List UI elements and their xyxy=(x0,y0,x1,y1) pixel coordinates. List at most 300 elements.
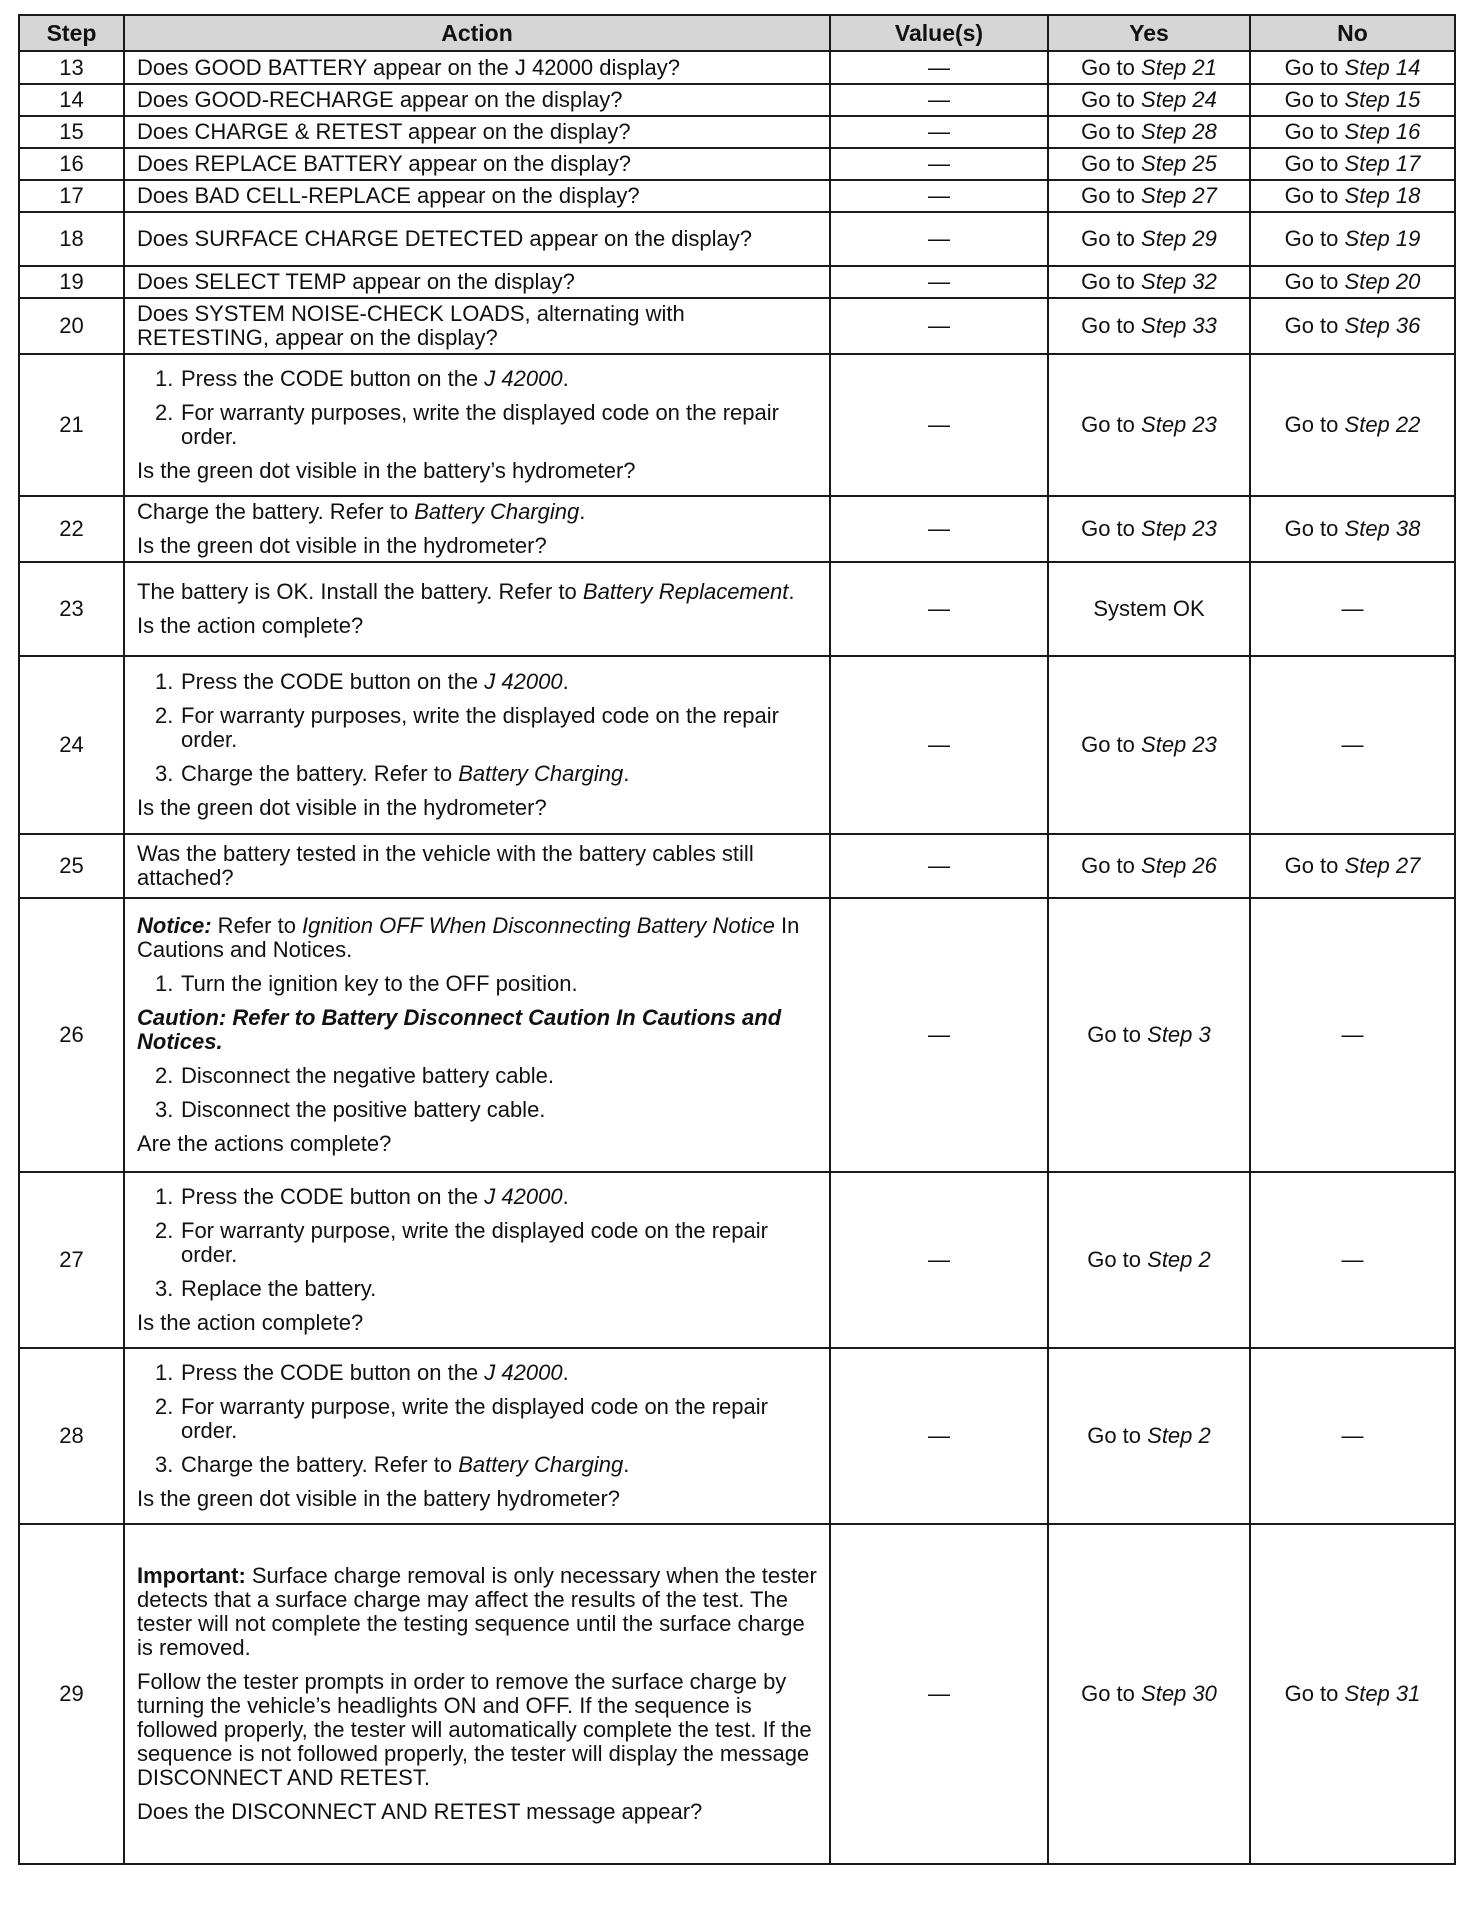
list-number: 2. xyxy=(155,703,174,728)
table-row xyxy=(19,298,1455,354)
no-goto-text: Go to xyxy=(1284,269,1339,294)
action-text: Press the CODE button on the xyxy=(181,1184,485,1209)
action-paragraph xyxy=(137,459,819,483)
yes-step-word: Step xyxy=(1141,226,1187,251)
no-step-number: 31 xyxy=(1395,1681,1421,1706)
action-text: . xyxy=(562,669,569,694)
step-number-cell: 19 xyxy=(19,266,124,298)
yes-step-number: 3 xyxy=(1198,1022,1211,1047)
action-text: Does SURFACE CHARGE DETECTED appear on the display? xyxy=(137,226,753,251)
no-step-number: 19 xyxy=(1395,226,1421,251)
no-goto-text: Go to xyxy=(1284,151,1339,176)
step-number-cell: 22 xyxy=(19,496,124,562)
action-cell xyxy=(124,148,830,180)
action-paragraph xyxy=(137,1006,819,1054)
action-cell xyxy=(124,496,830,562)
yes-cell xyxy=(1048,1524,1250,1864)
no-cell xyxy=(1250,1524,1455,1864)
action-cell xyxy=(124,562,830,656)
diagnostic-steps-table xyxy=(18,14,1456,1865)
no-cell xyxy=(1250,212,1455,266)
value-cell: — xyxy=(830,84,1048,116)
list-number: 2. xyxy=(155,1063,174,1088)
value-cell: — xyxy=(830,1348,1048,1524)
yes-step-word: Step xyxy=(1141,87,1187,112)
action-paragraph xyxy=(137,1800,819,1824)
action-text: Are the actions complete? xyxy=(137,1131,392,1156)
action-list-item xyxy=(137,704,819,752)
action-cell xyxy=(124,1524,830,1864)
action-text: Does SELECT TEMP appear on the display? xyxy=(137,269,575,294)
no-cell: — xyxy=(1250,656,1455,834)
step-number-cell: 15 xyxy=(19,116,124,148)
no-cell xyxy=(1250,116,1455,148)
table-row xyxy=(19,1172,1455,1348)
value-cell: — xyxy=(830,656,1048,834)
yes-goto-text: Go to xyxy=(1081,119,1135,144)
action-list-item xyxy=(137,401,819,449)
list-number: 3. xyxy=(155,761,174,786)
yes-cell xyxy=(1048,496,1250,562)
action-list-item xyxy=(137,1098,819,1122)
value-cell: — xyxy=(830,1524,1048,1864)
no-goto-text: Go to xyxy=(1284,226,1339,251)
no-step-number: 22 xyxy=(1395,412,1421,437)
no-cell xyxy=(1250,496,1455,562)
no-goto-text: Go to xyxy=(1284,183,1339,208)
action-text: For warranty purposes, write the displayed code on the repair order. xyxy=(181,400,779,449)
step-number-cell: 17 xyxy=(19,180,124,212)
action-list-item xyxy=(137,1185,819,1209)
value-cell: — xyxy=(830,496,1048,562)
action-paragraph xyxy=(137,1670,819,1790)
yes-cell xyxy=(1048,212,1250,266)
step-number-cell: 24 xyxy=(19,656,124,834)
no-step-number: 18 xyxy=(1395,183,1421,208)
no-goto-text: Go to xyxy=(1284,119,1339,144)
list-number: 1. xyxy=(155,366,174,391)
action-text: Charge the battery. Refer to xyxy=(181,1452,459,1477)
yes-step-number: 23 xyxy=(1192,732,1217,757)
no-goto-text: Go to xyxy=(1284,1681,1339,1706)
table-row xyxy=(19,898,1455,1172)
step-number-cell: 28 xyxy=(19,1348,124,1524)
yes-goto-text: Go to xyxy=(1081,412,1135,437)
action-text: Notice: xyxy=(137,913,212,938)
action-text: Is the green dot visible in the hydrometer? xyxy=(137,795,547,820)
action-text: . xyxy=(579,499,586,524)
no-step-number: 38 xyxy=(1395,516,1421,541)
no-goto-text: Go to xyxy=(1284,516,1339,541)
list-number: 3. xyxy=(155,1097,174,1122)
yes-step-number: 30 xyxy=(1192,1681,1217,1706)
action-text: J 42000 xyxy=(484,1360,563,1385)
action-text: Follow the tester prompts in order to remove the surface charge by turning the vehicle’s headlights ON and OFF. If the sequence is followed properly, the tester will automatically complete the test. If the sequence is not followed properly, the tester will display the message DISCONNECT AND RETEST. xyxy=(137,1669,812,1790)
step-number-cell: 27 xyxy=(19,1172,124,1348)
yes-goto-text: Go to xyxy=(1081,516,1135,541)
yes-step-number: 23 xyxy=(1192,516,1217,541)
action-paragraph xyxy=(137,88,819,112)
action-paragraph xyxy=(137,56,819,80)
header-values: Value(s) xyxy=(830,15,1048,51)
action-text: Press the CODE button on the xyxy=(181,366,485,391)
action-list-item xyxy=(137,367,819,391)
action-list-item xyxy=(137,1453,819,1477)
action-paragraph xyxy=(137,614,819,638)
value-cell: — xyxy=(830,51,1048,84)
yes-step-word: Step xyxy=(1147,1247,1193,1272)
action-text: Battery Charging xyxy=(458,761,624,786)
no-step-number: 14 xyxy=(1395,54,1421,80)
yes-cell xyxy=(1048,116,1250,148)
yes-goto-text: Go to xyxy=(1081,183,1135,208)
no-cell xyxy=(1250,84,1455,116)
action-text: Does GOOD BATTERY appear on the J 42000 display? xyxy=(137,54,680,80)
no-step-word: Step xyxy=(1344,853,1390,878)
action-text: . xyxy=(623,1452,630,1477)
action-text: J 42000 xyxy=(484,366,563,391)
yes-goto-text: Go to xyxy=(1081,151,1135,176)
no-goto-text: Go to xyxy=(1284,853,1339,878)
no-cell xyxy=(1250,180,1455,212)
list-number: 2. xyxy=(155,400,174,425)
no-step-word: Step xyxy=(1344,412,1390,437)
no-cell xyxy=(1250,354,1455,496)
action-cell xyxy=(124,266,830,298)
action-list-item xyxy=(137,1395,819,1443)
no-step-word: Step xyxy=(1344,119,1390,144)
yes-cell xyxy=(1048,51,1250,84)
yes-step-number: 32 xyxy=(1192,269,1217,294)
action-text: Battery Charging xyxy=(458,1452,624,1477)
action-cell xyxy=(124,212,830,266)
yes-step-word: Step xyxy=(1141,151,1187,176)
no-step-word: Step xyxy=(1344,313,1390,338)
table-row xyxy=(19,180,1455,212)
no-cell xyxy=(1250,51,1455,84)
action-text: Is the green dot visible in the hydrometer? xyxy=(137,533,547,558)
yes-goto-text: Go to xyxy=(1081,54,1135,80)
yes-cell xyxy=(1048,1172,1250,1348)
yes-step-number: 2 xyxy=(1198,1247,1211,1272)
yes-step-number: 29 xyxy=(1192,226,1217,251)
table-row xyxy=(19,51,1455,84)
action-text: Press the CODE button on the xyxy=(181,669,485,694)
yes-cell: System OK xyxy=(1048,562,1250,656)
yes-step-number: 28 xyxy=(1192,119,1217,144)
value-cell: — xyxy=(830,212,1048,266)
action-cell xyxy=(124,84,830,116)
yes-goto-text: Go to xyxy=(1087,1423,1142,1448)
no-step-word: Step xyxy=(1344,269,1390,294)
action-paragraph xyxy=(137,227,819,251)
no-cell xyxy=(1250,834,1455,898)
action-list-item xyxy=(137,972,819,996)
step-number-cell: 16 xyxy=(19,148,124,180)
table-row xyxy=(19,266,1455,298)
action-paragraph xyxy=(137,914,819,962)
table-row xyxy=(19,148,1455,180)
list-number: 1. xyxy=(155,669,174,694)
yes-goto-text: Go to xyxy=(1081,313,1135,338)
action-cell xyxy=(124,298,830,354)
action-text: Is the action complete? xyxy=(137,1310,364,1335)
step-number-cell: 14 xyxy=(19,84,124,116)
yes-cell xyxy=(1048,148,1250,180)
action-paragraph xyxy=(137,1564,819,1660)
action-text: For warranty purpose, write the displayed code on the repair order. xyxy=(181,1218,768,1267)
action-text: Does SYSTEM NOISE-CHECK LOADS, alternating with RETESTING, appear on the display? xyxy=(137,301,685,350)
yes-step-number: 2 xyxy=(1198,1423,1211,1448)
no-step-word: Step xyxy=(1344,183,1390,208)
action-text: Turn the ignition key to the OFF position. xyxy=(181,971,578,996)
action-paragraph xyxy=(137,842,819,890)
yes-step-word: Step xyxy=(1141,1681,1187,1706)
step-number-cell: 18 xyxy=(19,212,124,266)
value-cell: — xyxy=(830,562,1048,656)
action-text: Is the green dot visible in the battery hydrometer? xyxy=(137,1486,621,1511)
action-paragraph xyxy=(137,184,819,208)
yes-cell xyxy=(1048,656,1250,834)
action-text: . xyxy=(788,579,795,604)
action-cell xyxy=(124,898,830,1172)
header-no: No xyxy=(1250,15,1455,51)
action-text: Disconnect the negative battery cable. xyxy=(181,1063,555,1088)
action-text: Replace the battery. xyxy=(181,1276,377,1301)
no-goto-text: Go to xyxy=(1284,313,1339,338)
action-cell xyxy=(124,180,830,212)
table-row xyxy=(19,212,1455,266)
action-cell xyxy=(124,1348,830,1524)
action-text: Charge the battery. Refer to xyxy=(181,761,459,786)
action-text: Does REPLACE BATTERY appear on the display? xyxy=(137,151,632,176)
value-cell: — xyxy=(830,898,1048,1172)
yes-cell xyxy=(1048,298,1250,354)
action-text: Does the DISCONNECT AND RETEST message appear? xyxy=(137,1799,703,1824)
yes-step-word: Step xyxy=(1141,183,1187,208)
yes-step-number: 23 xyxy=(1192,412,1217,437)
yes-step-word: Step xyxy=(1141,732,1187,757)
action-text: J 42000 xyxy=(484,669,563,694)
yes-step-word: Step xyxy=(1141,119,1187,144)
no-step-number: 17 xyxy=(1395,151,1421,176)
list-number: 1. xyxy=(155,1184,174,1209)
list-number: 3. xyxy=(155,1452,174,1477)
yes-goto-text: Go to xyxy=(1081,1681,1135,1706)
list-number: 3. xyxy=(155,1276,174,1301)
action-text: Refer to xyxy=(211,913,303,938)
action-text: For warranty purpose, write the displayed code on the repair order. xyxy=(181,1394,768,1443)
list-number: 2. xyxy=(155,1218,174,1243)
action-paragraph xyxy=(137,1487,819,1511)
step-number-cell: 29 xyxy=(19,1524,124,1864)
yes-step-word: Step xyxy=(1147,1022,1193,1047)
yes-cell xyxy=(1048,834,1250,898)
table-row xyxy=(19,656,1455,834)
table-row xyxy=(19,116,1455,148)
yes-cell xyxy=(1048,1348,1250,1524)
value-cell: — xyxy=(830,298,1048,354)
list-number: 1. xyxy=(155,1360,174,1385)
step-number-cell: 20 xyxy=(19,298,124,354)
action-text: . xyxy=(623,761,630,786)
header-row xyxy=(19,15,1455,51)
yes-step-word: Step xyxy=(1147,1423,1193,1448)
action-text: The battery is OK. Install the battery. Refer to xyxy=(137,579,583,604)
yes-goto-text: Go to xyxy=(1087,1247,1142,1272)
no-step-word: Step xyxy=(1344,226,1390,251)
yes-cell xyxy=(1048,354,1250,496)
no-step-word: Step xyxy=(1344,1681,1390,1706)
value-cell: — xyxy=(830,1172,1048,1348)
action-text: Important: xyxy=(137,1563,246,1588)
no-cell: — xyxy=(1250,562,1455,656)
action-cell xyxy=(124,354,830,496)
value-cell: — xyxy=(830,834,1048,898)
yes-goto-text: Go to xyxy=(1081,269,1135,294)
action-text: . xyxy=(562,1360,569,1385)
action-list-item xyxy=(137,1277,819,1301)
no-cell: — xyxy=(1250,1348,1455,1524)
yes-goto-text: Go to xyxy=(1087,1022,1142,1047)
no-cell: — xyxy=(1250,898,1455,1172)
list-number: 1. xyxy=(155,971,174,996)
header-action: Action xyxy=(124,15,830,51)
action-list-item xyxy=(137,762,819,786)
yes-goto-text: Go to xyxy=(1081,226,1135,251)
step-number-cell: 23 xyxy=(19,562,124,656)
no-step-word: Step xyxy=(1344,151,1390,176)
action-cell xyxy=(124,51,830,84)
action-cell xyxy=(124,1172,830,1348)
table-body xyxy=(19,51,1455,1864)
action-paragraph xyxy=(137,796,819,820)
step-number-cell: 13 xyxy=(19,51,124,84)
action-paragraph xyxy=(137,1311,819,1335)
step-number-cell: 26 xyxy=(19,898,124,1172)
yes-goto-text: Go to xyxy=(1081,87,1135,112)
header-step: Step xyxy=(19,15,124,51)
list-number: 2. xyxy=(155,1394,174,1419)
no-cell xyxy=(1250,266,1455,298)
value-cell: — xyxy=(830,116,1048,148)
table-row xyxy=(19,834,1455,898)
action-paragraph xyxy=(137,500,819,524)
table-row xyxy=(19,354,1455,496)
action-paragraph xyxy=(137,302,819,350)
no-step-number: 16 xyxy=(1395,119,1421,144)
yes-step-number: 25 xyxy=(1192,151,1217,176)
action-text: Surface charge removal is only necessary when the tester detects that a surface charge may affect the results of the test. The tester will not complete the testing sequence until the surface charge is removed. xyxy=(137,1563,817,1660)
table-row xyxy=(19,1348,1455,1524)
action-text: Ignition OFF When Disconnecting Battery Notice xyxy=(302,913,775,938)
action-text: Caution: Refer to Battery Disconnect Caution In Cautions and Notices. xyxy=(137,1005,782,1054)
action-list-item xyxy=(137,1064,819,1088)
diagnostic-table-page xyxy=(18,14,1454,1865)
no-goto-text: Go to xyxy=(1284,87,1339,112)
action-cell xyxy=(124,116,830,148)
action-text: Battery Charging xyxy=(414,499,580,524)
no-step-number: 27 xyxy=(1395,853,1421,878)
action-text: Does BAD CELL-REPLACE appear on the display? xyxy=(137,183,640,208)
action-text: Is the green dot visible in the battery’s hydrometer? xyxy=(137,458,636,483)
action-cell xyxy=(124,834,830,898)
yes-step-number: 21 xyxy=(1192,54,1217,80)
no-cell: — xyxy=(1250,1172,1455,1348)
table-row xyxy=(19,84,1455,116)
no-step-word: Step xyxy=(1344,516,1390,541)
action-text: Disconnect the positive battery cable. xyxy=(181,1097,546,1122)
action-paragraph xyxy=(137,270,819,294)
action-text: Battery Replacement xyxy=(582,579,789,604)
yes-step-word: Step xyxy=(1141,54,1187,80)
action-text: . xyxy=(562,1184,569,1209)
action-cell xyxy=(124,656,830,834)
no-cell xyxy=(1250,298,1455,354)
value-cell: — xyxy=(830,266,1048,298)
yes-step-number: 33 xyxy=(1192,313,1217,338)
no-goto-text: Go to xyxy=(1284,412,1339,437)
no-step-word: Step xyxy=(1344,54,1390,80)
yes-cell xyxy=(1048,898,1250,1172)
step-number-cell: 25 xyxy=(19,834,124,898)
no-step-word: Step xyxy=(1344,87,1390,112)
action-text: Does CHARGE & RETEST appear on the display? xyxy=(137,119,631,144)
action-text: Was the battery tested in the vehicle with the battery cables still attached? xyxy=(137,841,754,890)
yes-step-word: Step xyxy=(1141,269,1187,294)
yes-goto-text: Go to xyxy=(1081,732,1135,757)
yes-step-word: Step xyxy=(1141,516,1187,541)
yes-step-word: Step xyxy=(1141,853,1187,878)
action-paragraph xyxy=(137,1132,819,1156)
value-cell: — xyxy=(830,180,1048,212)
yes-step-number: 24 xyxy=(1192,87,1217,112)
no-goto-text: Go to xyxy=(1284,54,1339,80)
action-text: Does GOOD-RECHARGE appear on the display? xyxy=(137,87,623,112)
no-step-number: 36 xyxy=(1395,313,1421,338)
step-number-cell: 21 xyxy=(19,354,124,496)
action-list-item xyxy=(137,670,819,694)
yes-cell xyxy=(1048,180,1250,212)
action-text: . xyxy=(562,366,569,391)
no-step-number: 15 xyxy=(1395,87,1421,112)
action-paragraph xyxy=(137,120,819,144)
action-list-item xyxy=(137,1219,819,1267)
header-yes: Yes xyxy=(1048,15,1250,51)
table-row xyxy=(19,1524,1455,1864)
action-text: In Cautions and Notices. xyxy=(137,913,800,962)
action-text: Is the action complete? xyxy=(137,613,364,638)
yes-step-number: 26 xyxy=(1192,853,1217,878)
table-row xyxy=(19,562,1455,656)
yes-step-number: 27 xyxy=(1192,183,1217,208)
yes-goto-text: Go to xyxy=(1081,853,1135,878)
yes-cell xyxy=(1048,266,1250,298)
yes-cell xyxy=(1048,84,1250,116)
no-cell xyxy=(1250,148,1455,180)
action-paragraph xyxy=(137,534,819,558)
no-step-number: 20 xyxy=(1395,269,1421,294)
action-text: Charge the battery. Refer to xyxy=(137,499,415,524)
yes-step-word: Step xyxy=(1141,412,1187,437)
action-paragraph xyxy=(137,152,819,176)
action-text: J 42000 xyxy=(484,1184,563,1209)
action-paragraph xyxy=(137,580,819,604)
action-text: For warranty purposes, write the displayed code on the repair order. xyxy=(181,703,779,752)
table-row xyxy=(19,496,1455,562)
yes-step-word: Step xyxy=(1141,313,1187,338)
action-text: Press the CODE button on the xyxy=(181,1360,485,1385)
